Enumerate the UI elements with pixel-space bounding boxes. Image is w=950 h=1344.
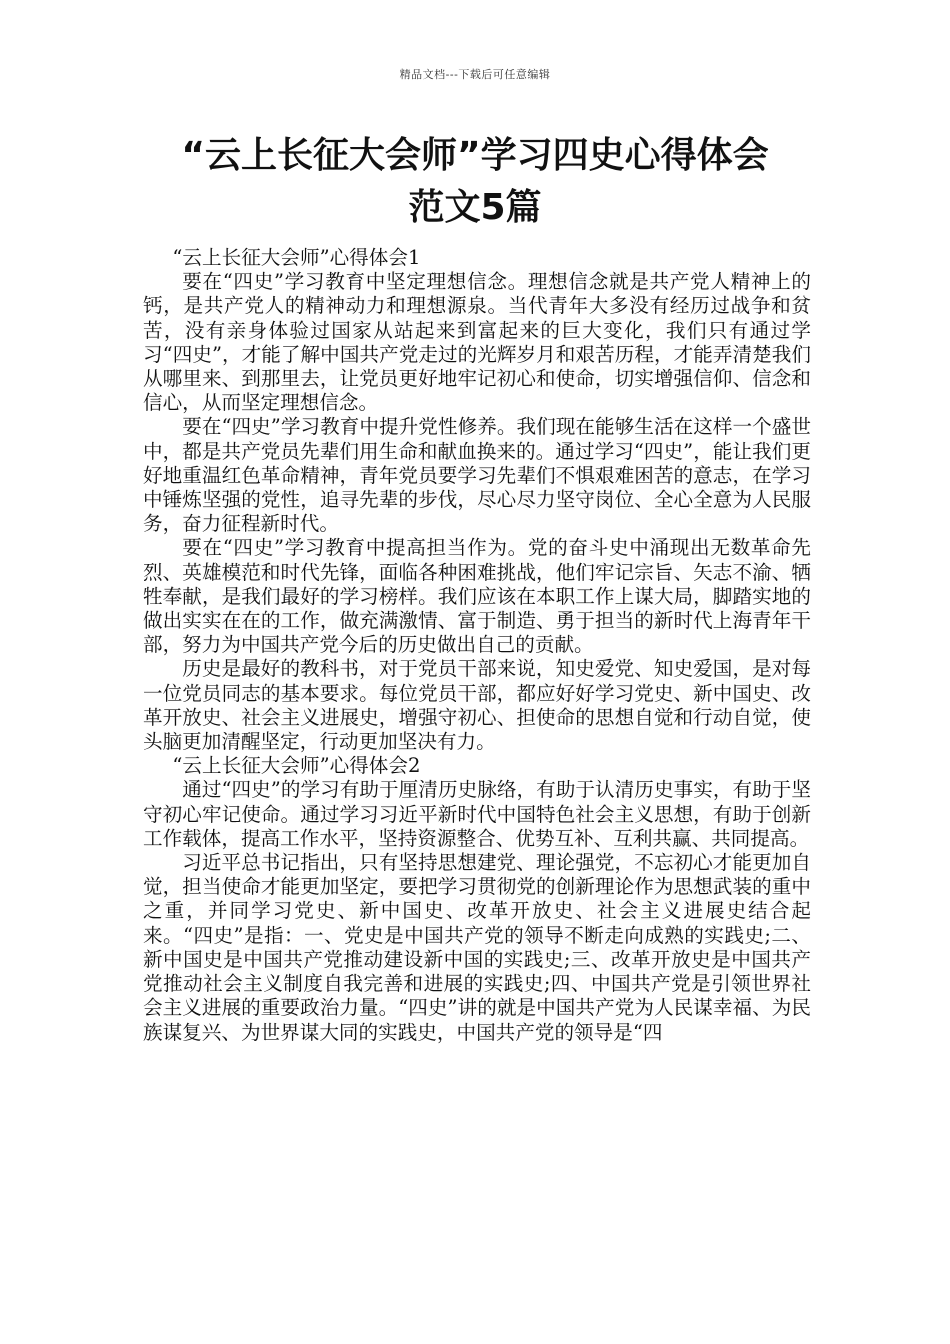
title-line-1: “云上长征大会师”学习四史心得体会: [181, 135, 769, 176]
body-paragraph: 历史是最好的教科书，对于党员干部来说，知史爱党、知史爱国，是对每一位党员同志的基本要求。每位党员干部，都应好好学习党史、新中国史、改革开放史、社会主义进展史，增强守初心、担使命的思想自觉和行动自觉，使头脑更加清醒坚定，行动更加坚决有力。: [143, 657, 811, 754]
header-note: 精品文档---下载后可任意编辑: [399, 68, 551, 81]
section-heading-2: “云上长征大会师”心得体会2: [172, 754, 421, 778]
body-paragraph: 要在“四史”学习教育中坚定理想信念。理想信念就是共产党人精神上的钙，是共产党人的精神动力和理想源泉。当代青年大多没有经历过战争和贫苦，没有亲身体验过国家从站起来到富起来的巨大变化，我们只有通过学习“四史”，才能了解中国共产党走过的光辉岁月和艰苦历程，才能弄清楚我们从哪里来、到那里去，让党员更好地牢记初心和使命，切实增强信仰、信念和信心，从而坚定理想信念。: [143, 270, 811, 415]
body-paragraph: 习近平总书记指出，只有坚持思想建党、理论强党，不忘初心才能更加自觉，担当使命才能更加坚定，要把学习贯彻党的创新理论作为思想武装的重中之重，并同学习党史、新中国史、改革开放史、社会主义进展史结合起来。“四史”是指：一、党史是中国共产党的领导不断走向成熟的实践史;二、新中国史是中国共产党推动建设新中国的实践史;三、改革开放史是中国共产党推动社会主义制度自我完善和进展的实践史;四、中国共产党是引领世界社会主义进展的重要政治力量。“四史”讲的就是中国共产党为人民谋幸福、为民族谋复兴、为世界谋大同的实践史，中国共产党的领导是“四: [143, 851, 811, 1044]
document-body: [143, 246, 811, 1045]
section-heading-1: “云上长征大会师”心得体会1: [172, 246, 421, 269]
body-paragraph: 要在“四史”学习教育中提升党性修养。我们现在能够生活在这样一个盛世中，都是共产党员先辈们用生命和献血换来的。通过学习“四史”，能让我们更好地重温红色革命精神，青年党员要学习先辈们不惧艰难困苦的意志，在学习中锤炼坚强的党性，追寻先辈的步伐，尽心尽力坚守岗位、全心全意为人民服务，奋力征程新时代。: [143, 415, 811, 536]
body-paragraph: 要在“四史”学习教育中提高担当作为。党的奋斗史中涌现出无数革命先烈、英雄模范和时代先锋，面临各种困难挑战，他们牢记宗旨、矢志不渝、牺牲奉献，是我们最好的学习榜样。我们应该在本职工作上谋大局，脚踏实地的做出实实在在的工作，做充满激情、富于制造、勇于担当的新时代上海青年干部，努力为中国共产党今后的历史做出自己的贡献。: [143, 536, 811, 657]
body-paragraph: 通过“四史”的学习有助于厘清历史脉络，有助于认清历史事实，有助于坚守初心牢记使命。通过学习习近平新时代中国特色社会主义思想，有助于创新工作载体，提高工作水平，坚持资源整合、优势互补、互利共赢、共同提高。: [143, 778, 811, 850]
title-line-2: 范文5篇: [408, 187, 542, 228]
document-title: [145, 130, 805, 234]
